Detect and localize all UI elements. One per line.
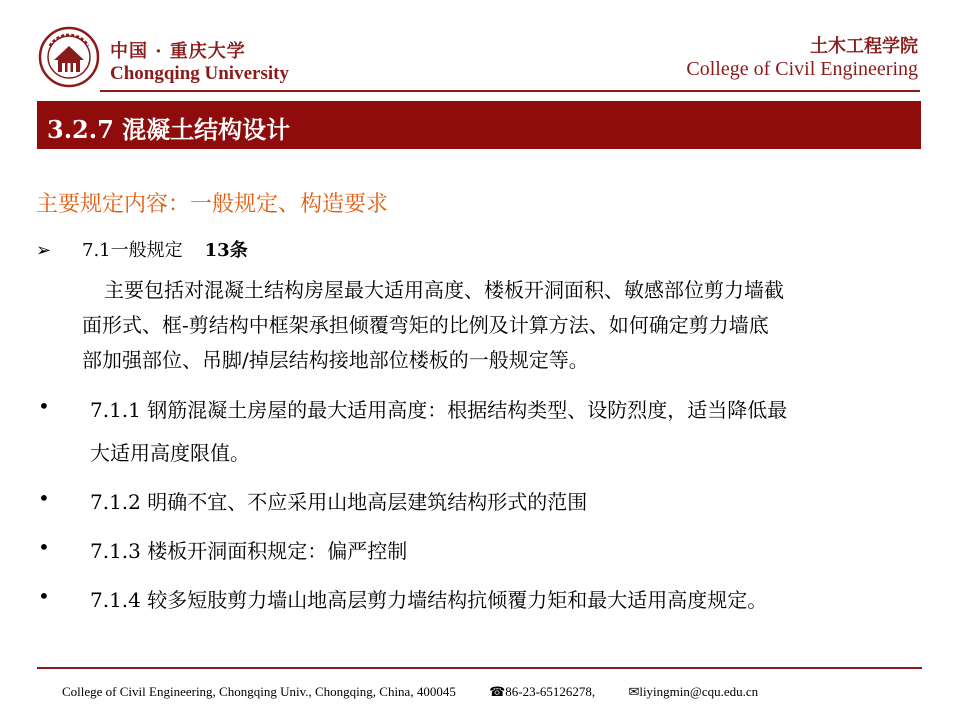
- bullet-dot-icon: •: [38, 535, 50, 559]
- footer-divider: [37, 667, 922, 669]
- list-item-text: 7.1.3 楼板开洞面积规定：偏严控制: [90, 539, 408, 563]
- university-name-en: Chongqing University: [110, 63, 289, 84]
- college-name-cn: 土木工程学院: [810, 36, 918, 57]
- bullet-dot-icon: •: [38, 584, 50, 608]
- list-item-text-continued: 大适用高度限值。: [90, 441, 250, 465]
- title-bar: [37, 101, 921, 149]
- section-count: 13条: [204, 240, 248, 261]
- paragraph-line: 面形式、框-剪结构中框架承担倾覆弯矩的比例及计算方法、如何确定剪力墙底: [82, 313, 769, 337]
- slide-header: [0, 0, 960, 96]
- university-name-cn: 中国 · 重庆大学: [110, 41, 246, 62]
- bullet-dot-icon: •: [38, 486, 50, 510]
- list-item-text: 7.1.4 较多短肢剪力墙山地高层剪力墙结构抗倾覆力矩和最大适用高度规定。: [90, 588, 768, 612]
- header-divider: [100, 90, 920, 92]
- slide-title: 3.2.7 混凝土结构设计: [47, 115, 291, 144]
- footer-address: College of Civil Engineering, Chongqing Univ., Chongqing, China, 400045: [62, 684, 456, 699]
- college-name-en: College of Civil Engineering: [686, 58, 918, 80]
- section-label: 7.1一般规定: [82, 240, 183, 261]
- bullet-dot-icon: •: [38, 394, 50, 418]
- arrow-bullet-icon: ➢: [36, 240, 52, 261]
- subtitle: 主要规定内容：一般规定、构造要求: [36, 192, 389, 217]
- paragraph-line: 部加强部位、吊脚/掉层结构接地部位楼板的一般规定等。: [82, 348, 589, 372]
- footer-phone: ☎86-23-65126278,: [489, 684, 596, 699]
- university-seal-logo: [38, 26, 100, 88]
- summary-paragraph: [82, 273, 932, 378]
- footer-email: ✉liyingmin@cqu.edu.cn: [628, 684, 759, 699]
- list-item-text: 7.1.1 钢筋混凝土房屋的最大适用高度：根据结构类型、设防烈度，适当降低最: [90, 398, 788, 422]
- paragraph-line: 主要包括对混凝土结构房屋最大适用高度、楼板开洞面积、敏感部位剪力墙截: [104, 278, 784, 302]
- slide-footer: [62, 684, 758, 700]
- section-heading: [36, 236, 248, 262]
- list-item-text: 7.1.2 明确不宜、不应采用山地高层建筑结构形式的范围: [90, 490, 588, 514]
